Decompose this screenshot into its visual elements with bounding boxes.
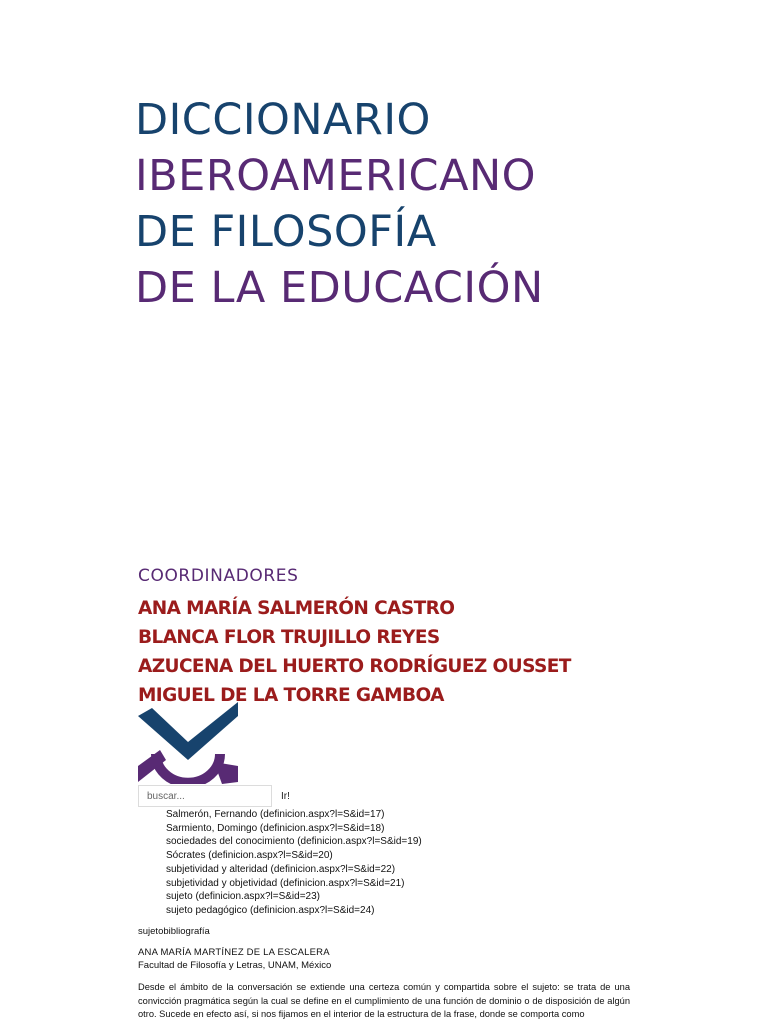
article-tag: sujetobibliografía xyxy=(138,926,210,937)
coordinator-name: AZUCENA DEL HUERTO RODRÍGUEZ OUSSET xyxy=(138,656,571,677)
list-item[interactable]: Salmerón, Fernando (definicion.aspx?l=S&id=17) xyxy=(166,809,385,820)
list-item[interactable]: subjetividad y objetividad (definicion.aspx?l=S&id=21) xyxy=(166,877,405,889)
list-item[interactable]: Sarmiento, Domingo (definicion.aspx?l=S&id=18) xyxy=(166,822,385,834)
coordinator-name: BLANCA FLOR TRUJILLO REYES xyxy=(138,627,440,648)
list-item[interactable]: subjetividad y alteridad (definicion.aspx?l=S&id=22) xyxy=(166,863,396,875)
title-line-4: DE LA EDUCACIÓN xyxy=(135,263,544,313)
article-author: ANA MARÍA MARTÍNEZ DE LA ESCALERA xyxy=(138,947,330,958)
title-line-2: IBEROAMERICANO xyxy=(135,151,537,201)
book-title xyxy=(135,92,555,316)
dictionary-logo-icon xyxy=(138,702,238,784)
coordinators-block xyxy=(138,565,571,710)
list-item[interactable]: sociedades del conocimiento (definicion.aspx?l=S&id=19) xyxy=(166,836,422,848)
article-affiliation: Facultad de Filosofía y Letras, UNAM, México xyxy=(138,960,332,971)
search-bar xyxy=(138,784,290,808)
article xyxy=(138,925,630,1022)
coordinator-name: MIGUEL DE LA TORRE GAMBOA xyxy=(138,685,444,706)
search-input[interactable] xyxy=(138,785,272,807)
coordinators-label: COORDINADORES xyxy=(138,566,299,586)
title-line-1: DICCIONARIO xyxy=(135,95,431,145)
entry-list xyxy=(166,808,422,918)
search-button[interactable]: Ir! xyxy=(281,790,290,802)
list-item[interactable]: sujeto (definicion.aspx?l=S&id=23) xyxy=(166,891,320,903)
coordinator-name: ANA MARÍA SALMERÓN CASTRO xyxy=(138,598,455,619)
article-paragraph: Desde el ámbito de la conversación se extiende una certeza común y compartida sobre el sujeto: se trata de una convicción pragmática según la cual se define en el cumplimiento de una función de dominio o de disposición de algún otro. Sucede en efecto así, si nos fijamos en el interior de la estructura de la frase, donde se comporta como xyxy=(138,982,630,1020)
title-line-3: DE FILOSOFÍA xyxy=(135,207,437,257)
list-item[interactable]: Sócrates (definicion.aspx?l=S&id=20) xyxy=(166,850,333,862)
list-item[interactable]: sujeto pedagógico (definicion.aspx?l=S&id=24) xyxy=(166,904,375,916)
